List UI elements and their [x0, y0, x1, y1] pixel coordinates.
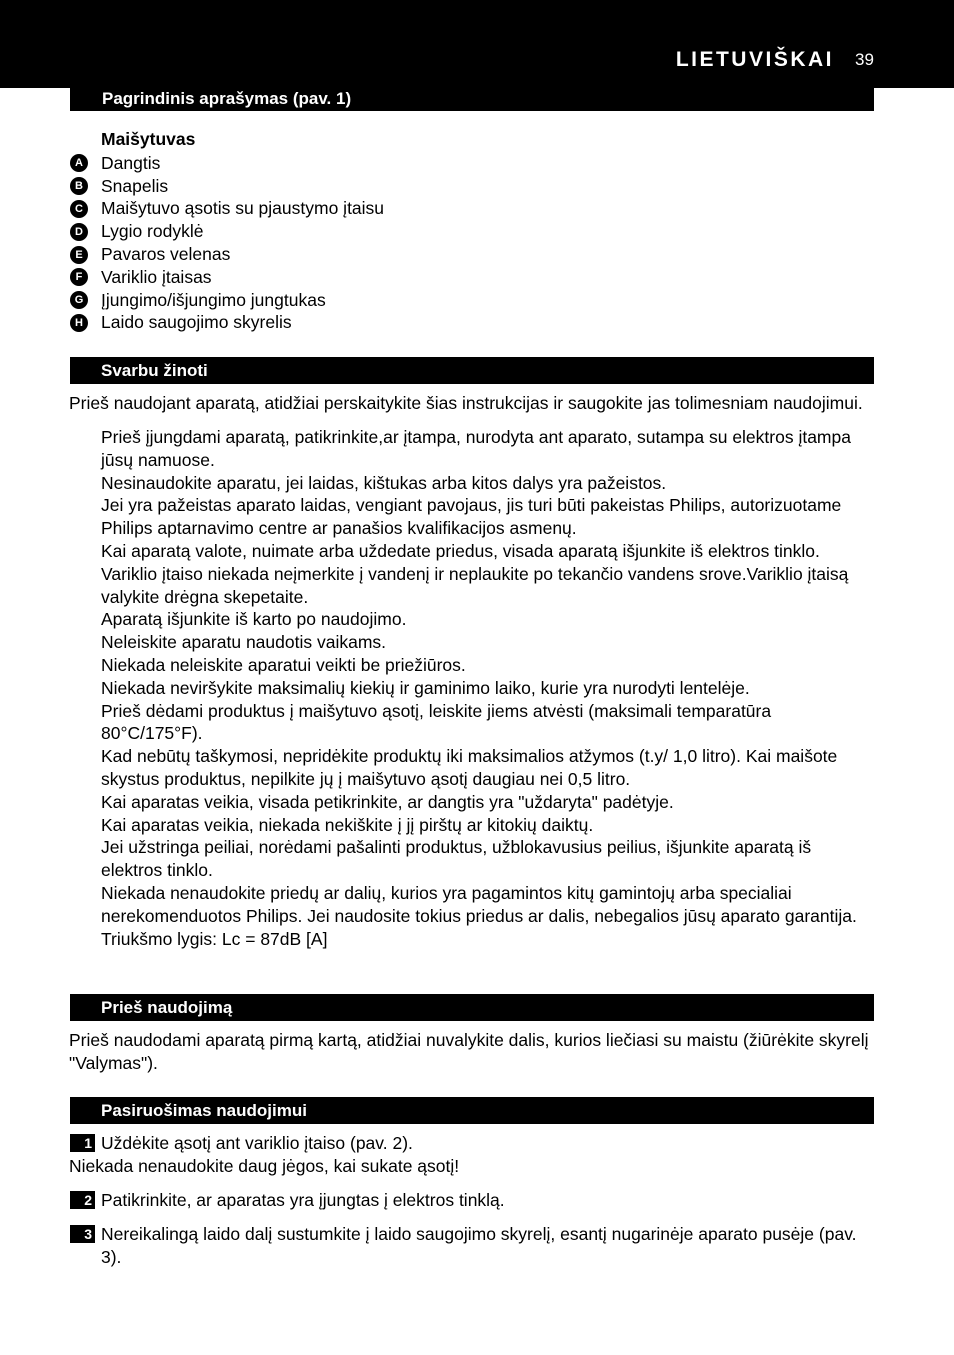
part-item	[70, 152, 384, 175]
part-letter-badge: H	[70, 314, 88, 332]
warning-item: Prieš įjungdami aparatą, patikrinkite,ar įtampa, nurodyta ant aparato, sutampa su elektros įtampa jūsų namuose.	[101, 427, 851, 470]
part-letter-badge: F	[70, 268, 88, 286]
part-label: Dangtis	[101, 152, 161, 173]
warning-item: Neleiskite aparatu naudotis vaikams.	[101, 632, 387, 653]
step-number-badge: 1	[70, 1134, 95, 1152]
language-title: LIETUVIŠKAI	[675, 48, 834, 71]
warning-item: Kai aparatas veikia, niekada nekiškite į jį pirštų ar kitokių daiktų.	[101, 814, 594, 835]
warning-item: Jei užstringa peiliai, norėdami pašalinti produktus, užblokavusius peilius, išjunkite aparatą iš elektros tinklo.	[101, 837, 812, 881]
section-heading-preparing: Pasiruošimas naudojimui	[70, 1097, 874, 1124]
section-heading-important: Svarbu žinoti	[70, 357, 874, 384]
warning-item: Kai aparatą valote, nuimate arba uždedate priedus, visada aparatą išjunkite iš elektros tinklo.	[101, 540, 820, 561]
warning-item: Niekada nenaudokite priedų ar dalių, kurios yra pagamintos kitų gamintojų arba specialiai nerekomenduotos Philips. Jei naudosite tokius priedus ar dalis, nebegalios jūsų aparato garantija.	[101, 882, 857, 926]
part-letter-badge: B	[70, 177, 88, 195]
step-text: Patikrinkite, ar aparatas yra įjungtas į elektros tinklą.	[101, 1190, 505, 1210]
warning-item: Variklio įtaiso niekada neįmerkite į vandenį ir neplaukite po tekančio vandens srove.Variklio įtaisą valykite drėgna skepetaite.	[101, 563, 849, 607]
warning-item: Kai aparatas veikia, visada petikrinkite, ar dangtis yra "uždaryta" padėtyje.	[101, 791, 674, 812]
parts-title: Maišytuvas	[101, 129, 196, 149]
part-item	[70, 175, 384, 198]
section-heading-general-description: Pagrindinis aprašymas (pav. 1)	[70, 84, 874, 111]
warning-item: Triukšmo lygis: Lc = 87dB [A]	[101, 928, 328, 949]
part-label: Variklio įtaisas	[101, 266, 212, 287]
step-text: Uždėkite ąsotį ant variklio įtaiso (pav. 2).	[101, 1133, 413, 1153]
step-note: Niekada nenaudokite daug jėgos, kai sukate ąsotį!	[69, 1156, 460, 1176]
part-letter-badge: G	[70, 291, 88, 309]
part-letter-badge: E	[70, 246, 88, 264]
important-intro: Prieš naudojant aparatą, atidžiai perskaitykite šias instrukcijas ir saugokite jas tolimesniam naudojimui.	[69, 393, 863, 413]
parts-list	[70, 152, 384, 334]
part-label: Pavaros velenas	[101, 244, 231, 265]
part-item	[70, 243, 384, 266]
warning-item: Nesinaudokite aparatu, jei laidas, kištukas arba kitos dalys yra pažeistos.	[101, 472, 667, 493]
warnings-list	[101, 426, 874, 950]
part-label: Laido saugojimo skyrelis	[101, 312, 292, 333]
part-item	[70, 312, 384, 335]
part-letter-badge: C	[70, 200, 88, 218]
part-item	[70, 266, 384, 289]
step-text: Nereikalingą laido dalį sustumkite į laido saugojimo skyrelį, esantį nugarinėje aparato pusėje (pav. 3).	[101, 1224, 857, 1267]
header-bar	[0, 0, 954, 88]
warning-item: Niekada neleiskite aparatui veikti be priežiūros.	[101, 654, 466, 675]
part-item	[70, 198, 384, 221]
warning-item: Kad nebūtų taškymosi, nepridėkite produktų iki maksimalios atžymos (t.y/ 1,0 litro). Kai maišote skystus produktus, nepilkite jų į maišytuvo ąsotį daugiau nei 0,5 litro.	[101, 746, 838, 789]
part-label: Snapelis	[101, 175, 169, 196]
page-number: 39	[855, 50, 874, 69]
warning-item: Aparatą išjunkite iš karto po naudojimo.	[101, 609, 407, 630]
part-label: Maišytuvo ąsotis su pjaustymo įtaisu	[101, 198, 385, 219]
step-number-badge: 3	[70, 1225, 95, 1243]
step-3	[70, 1223, 874, 1269]
step-2	[70, 1189, 874, 1212]
part-letter-badge: D	[70, 223, 88, 241]
step-1	[70, 1132, 874, 1155]
warning-item: Jei yra pažeistas aparato laidas, vengiant pavojaus, jis turi būti pakeistas Philips, autorizuotame Philips aptarnavimo centre ar panašios kvalifikacijos asmenų.	[101, 495, 842, 539]
part-label: Įjungimo/išjungimo jungtukas	[101, 289, 326, 310]
part-item	[70, 289, 384, 312]
section-heading-before-use: Prieš naudojimą	[70, 994, 874, 1021]
part-letter-badge: A	[70, 154, 88, 172]
part-item	[70, 220, 384, 243]
step-number-badge: 2	[70, 1191, 95, 1209]
part-label: Lygio rodyklė	[101, 221, 204, 242]
warning-item: Niekada neviršykite maksimalių kiekių ir gaminimo laiko, kurie yra nurodyti lentelėje.	[101, 677, 750, 698]
warning-item: Prieš dėdami produktus į maišytuvo ąsotį, leiskite jiems atvėsti (maksimali temparatūra 80°C/175°F).	[101, 700, 772, 744]
before-use-text: Prieš naudodami aparatą pirmą kartą, atidžiai nuvalykite dalis, kurios liečiasi su maistu (žiūrėkite skyrelį "Valymas").	[69, 1030, 869, 1073]
